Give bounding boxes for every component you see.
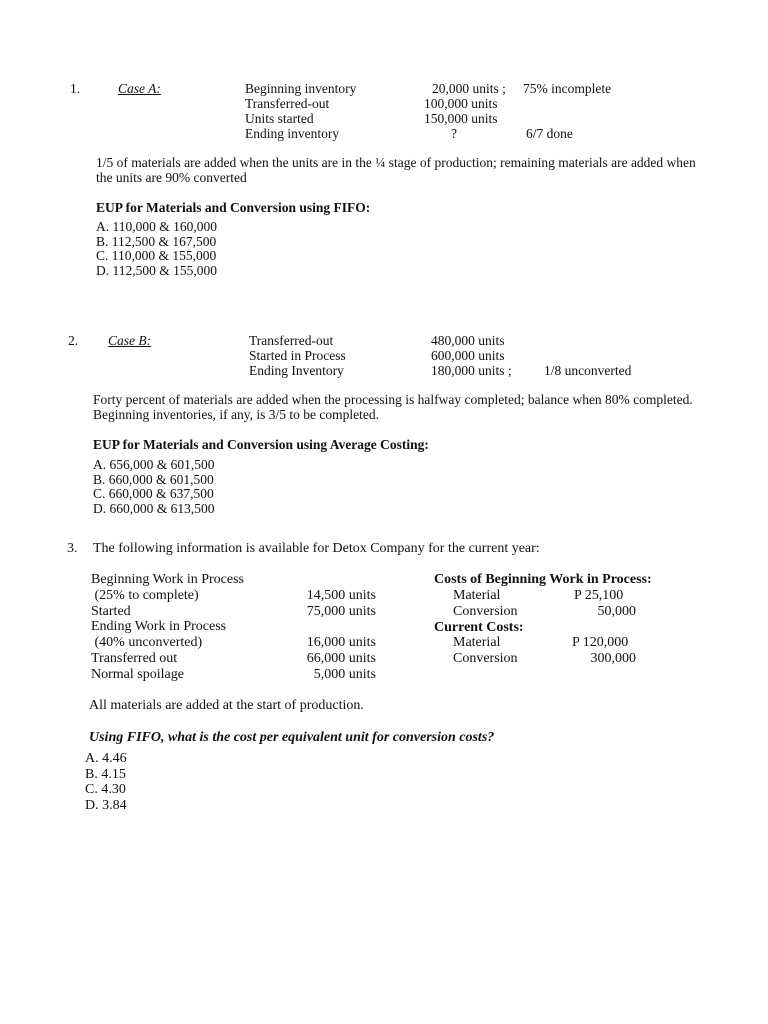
materials-note: All materials are added at the start of production. (89, 698, 364, 713)
beg-conversion-value: 50,000 (597, 604, 636, 619)
case-b-note: 1/8 unconverted (544, 363, 632, 378)
case-b-value: 180,000 units ; (431, 363, 512, 378)
wip-label: (25% to complete) (91, 587, 199, 603)
cur-conversion-value: 300,000 (590, 651, 636, 666)
case-b-value: 480,000 units (431, 333, 505, 348)
case-b-value: 600,000 units (431, 348, 505, 363)
case-a-row-label: Beginning inventory (245, 81, 357, 96)
wip-label: Started (91, 603, 131, 619)
wip-value: 5,000 units (313, 666, 376, 682)
case-a-labels (245, 81, 356, 141)
answer-choice: B. 4.15 (85, 766, 126, 782)
answer-choice: D. 660,000 & 613,500 (93, 500, 215, 516)
case-b-paragraph: Forty percent of materials are added when the processing is halfway completed; balance when 80% completed. Beginning inventories, if any, is 3/5 to be completed. (93, 392, 693, 422)
case-a-value: 100,000 units (424, 96, 498, 111)
case-b-choices (93, 457, 215, 515)
answer-choice: A. 4.46 (85, 751, 127, 766)
answer-choice: C. 4.30 (85, 782, 126, 797)
wip-value: 66,000 units (306, 650, 376, 666)
beg-conversion-label: Conversion (453, 604, 518, 619)
wip-value (296, 619, 376, 635)
question-2-number: 2. (68, 333, 79, 348)
answer-choice: C. 110,000 & 155,000 (96, 248, 217, 263)
cur-material-label: Material (453, 635, 501, 650)
wip-label: Beginning Work in Process (91, 572, 244, 587)
wip-value: 16,000 units (306, 635, 376, 651)
answer-choice: B. 112,500 & 167,500 (96, 233, 217, 249)
beg-material-value: P 25,100 (574, 588, 624, 603)
answer-choice: B. 660,000 & 601,500 (93, 471, 214, 487)
cur-material-value: P 120,000 (572, 635, 629, 650)
case-b-question: EUP for Materials and Conversion using Average Costing: (93, 437, 429, 452)
case-a-question: EUP for Materials and Conversion using FIFO: (96, 200, 371, 215)
case-b-labels (249, 333, 346, 378)
wip-value: 14,500 units (306, 587, 376, 603)
case-b-row-label: Started in Process (249, 348, 346, 363)
case-a-label: Case A: (118, 81, 161, 96)
case-a-choices (96, 219, 217, 277)
question-3-choices (85, 751, 127, 813)
case-b-values (431, 333, 512, 378)
case-a-row-label: Ending inventory (245, 126, 340, 141)
case-a-paragraph: 1/5 of materials are added when the units are in the ¼ stage of production; remaining materials are added when the units are 90% converted (96, 155, 696, 185)
case-b-label: Case B: (108, 333, 152, 348)
wip-label: Ending Work in Process (91, 619, 227, 635)
case-b-row-label: Ending Inventory (249, 363, 344, 378)
case-a-value: 150,000 units (424, 111, 498, 126)
case-a-row-label: Units started (245, 111, 314, 126)
wip-label: Transferred out (91, 650, 178, 666)
answer-choice: D. 112,500 & 155,000 (96, 262, 217, 278)
case-a-row-label: Transferred-out (245, 96, 330, 111)
case-a-note: 6/7 done (526, 126, 573, 141)
case-a-value: 20,000 units ; (432, 81, 506, 96)
answer-choice: D. 3.84 (85, 797, 127, 813)
answer-choice: C. 660,000 & 637,500 (93, 486, 214, 501)
case-a-note: 75% incomplete (523, 81, 612, 96)
question-3-prompt: Using FIFO, what is the cost per equivalent unit for conversion costs? (89, 730, 495, 745)
case-a-value: ? (451, 126, 457, 141)
wip-label: Normal spoilage (91, 666, 184, 682)
question-1-number: 1. (70, 81, 81, 96)
beg-material-label: Material (453, 588, 501, 603)
answer-choice: A. 656,000 & 601,500 (93, 457, 215, 472)
wip-labels (91, 572, 244, 683)
wip-value (296, 572, 376, 588)
wip-label: (40% unconverted) (91, 635, 203, 651)
cur-conversion-label: Conversion (453, 651, 518, 666)
question-3-number: 3. (67, 541, 78, 556)
case-b-row-label: Transferred-out (249, 333, 334, 348)
current-costs-heading: Current Costs: (434, 620, 524, 635)
answer-choice: A. 110,000 & 160,000 (96, 219, 217, 234)
wip-value: 75,000 units (306, 603, 376, 619)
costs-heading: Costs of Beginning Work in Process: (434, 572, 652, 587)
wip-values (296, 572, 376, 683)
question-3-intro: The following information is available for Detox Company for the current year: (93, 541, 540, 556)
